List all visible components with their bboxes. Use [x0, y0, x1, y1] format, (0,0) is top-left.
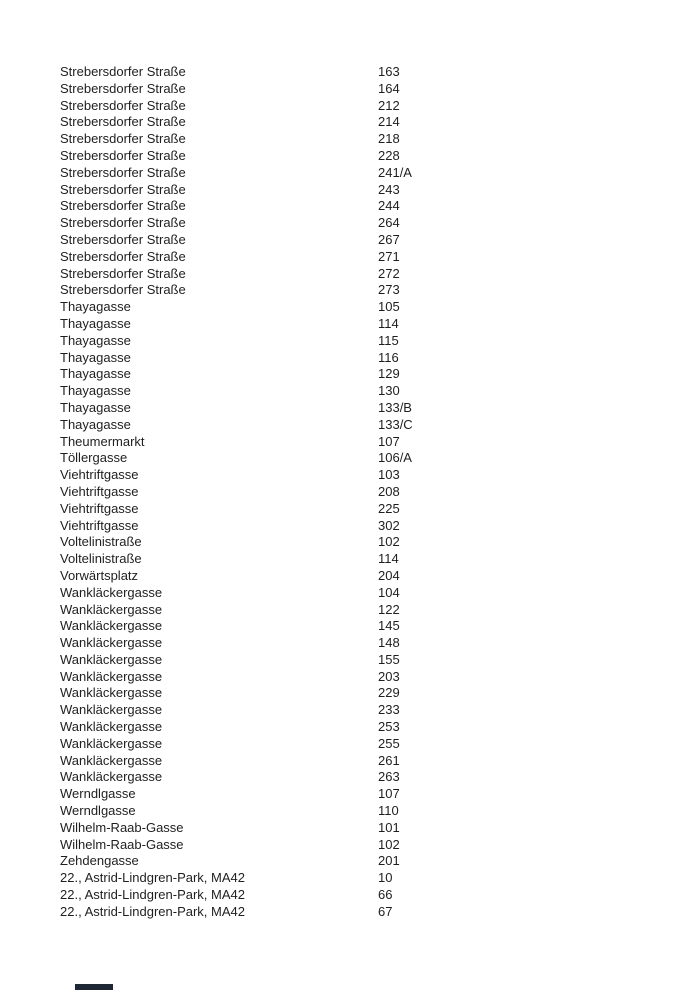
house-number: 164: [378, 80, 400, 96]
house-number: 129: [378, 366, 400, 382]
list-item: [60, 669, 660, 686]
street-name: Wankläckergasse: [60, 702, 163, 718]
list-item: [60, 165, 660, 182]
street-name: Strebersdorfer Straße: [60, 114, 186, 130]
list-item: [60, 501, 660, 518]
list-item: [60, 803, 660, 820]
list-item: [60, 568, 660, 585]
list-item: [60, 518, 660, 535]
house-number: 229: [378, 685, 400, 701]
house-number: 107: [378, 786, 400, 802]
street-name: Vorwärtsplatz: [60, 567, 139, 583]
list-item: [60, 282, 660, 299]
house-number: 201: [378, 853, 400, 869]
list-item: [60, 366, 660, 383]
street-name: Wankläckergasse: [60, 584, 163, 600]
house-number: 102: [378, 534, 400, 550]
list-item: [60, 114, 660, 131]
street-name: Viehtriftgasse: [60, 517, 139, 533]
list-item: [60, 299, 660, 316]
street-name: Wankläckergasse: [60, 651, 163, 667]
street-name: Wankläckergasse: [60, 618, 163, 634]
street-name: Strebersdorfer Straße: [60, 131, 186, 147]
house-number: 253: [378, 719, 400, 735]
street-name: Strebersdorfer Straße: [60, 282, 186, 298]
street-name: Strebersdorfer Straße: [60, 181, 186, 197]
list-item: [60, 618, 660, 635]
street-name: Wankläckergasse: [60, 635, 163, 651]
street-name: Strebersdorfer Straße: [60, 80, 186, 96]
street-name: Wankläckergasse: [60, 719, 163, 735]
list-item: [60, 602, 660, 619]
street-name: Thayagasse: [60, 315, 131, 331]
house-number: 114: [378, 551, 399, 567]
street-name: Thayagasse: [60, 349, 131, 365]
street-name: Theumermarkt: [60, 433, 145, 449]
list-item: [60, 467, 660, 484]
house-number: 204: [378, 567, 400, 583]
list-item: [60, 215, 660, 232]
list-item: [60, 736, 660, 753]
house-number: 271: [378, 248, 400, 264]
list-item: [60, 417, 660, 434]
list-item: [60, 232, 660, 249]
street-name: Strebersdorfer Straße: [60, 231, 186, 247]
list-item: [60, 534, 660, 551]
house-number: 114: [378, 315, 399, 331]
house-number: 155: [378, 651, 400, 667]
house-number: 110: [378, 803, 399, 819]
list-item: [60, 820, 660, 837]
list-item: [60, 685, 660, 702]
street-name: Töllergasse: [60, 450, 128, 466]
house-number: 203: [378, 668, 400, 684]
house-number: 122: [378, 601, 400, 617]
cropped-bottom-element: [75, 984, 113, 990]
house-number: 243: [378, 181, 400, 197]
list-item: [60, 635, 660, 652]
list-item: [60, 719, 660, 736]
list-item: [60, 652, 660, 669]
house-number: 261: [378, 752, 400, 768]
house-number: 10: [378, 870, 393, 886]
list-item: [60, 98, 660, 115]
house-number: 163: [378, 64, 400, 79]
street-name: Wankläckergasse: [60, 735, 163, 751]
list-item: [60, 769, 660, 786]
list-item: [60, 316, 660, 333]
street-name: Strebersdorfer Straße: [60, 248, 186, 264]
street-name: Thayagasse: [60, 366, 131, 382]
street-name: Strebersdorfer Straße: [60, 265, 186, 281]
house-number: 133/C: [378, 416, 413, 432]
house-number: 66: [378, 887, 393, 903]
street-name: Viehtriftgasse: [60, 467, 139, 483]
house-number: 273: [378, 282, 400, 298]
street-name: Wilhelm-Raab-Gasse: [60, 819, 184, 835]
house-number: 212: [378, 97, 400, 113]
house-number: 67: [378, 903, 393, 919]
street-name: Strebersdorfer Straße: [60, 164, 186, 180]
list-item: [60, 450, 660, 467]
house-number: 272: [378, 265, 400, 281]
list-item: [60, 81, 660, 98]
street-name: Thayagasse: [60, 299, 131, 315]
street-name: Thayagasse: [60, 416, 131, 432]
street-name: Viehtriftgasse: [60, 500, 139, 516]
street-name: 22., Astrid-Lindgren-Park, MA42: [60, 903, 245, 919]
house-number: 244: [378, 198, 400, 214]
house-number: 133/B: [378, 399, 412, 415]
street-name: Thayagasse: [60, 399, 131, 415]
house-number: 106/A: [378, 450, 412, 466]
house-number: 107: [378, 433, 400, 449]
list-item: [60, 870, 660, 887]
street-name: Werndlgasse: [60, 786, 136, 802]
street-name: Werndlgasse: [60, 803, 136, 819]
list-item: [60, 383, 660, 400]
list-item: [60, 131, 660, 148]
street-name: Thayagasse: [60, 383, 131, 399]
house-number: 145: [378, 618, 400, 634]
house-number: 233: [378, 702, 400, 718]
list-item: [60, 887, 660, 904]
list-item: [60, 853, 660, 870]
street-name: Wankläckergasse: [60, 601, 163, 617]
list-item: [60, 198, 660, 215]
list-item: [60, 753, 660, 770]
street-name: Strebersdorfer Straße: [60, 198, 186, 214]
house-number: 264: [378, 215, 400, 231]
house-number: 263: [378, 769, 400, 785]
house-number: 103: [378, 467, 400, 483]
house-number: 130: [378, 383, 400, 399]
list-item: [60, 333, 660, 350]
street-name: Wankläckergasse: [60, 752, 163, 768]
list-item: [60, 148, 660, 165]
house-number: 218: [378, 131, 400, 147]
house-number: 241/A: [378, 164, 412, 180]
list-item: [60, 400, 660, 417]
list-item: [60, 702, 660, 719]
house-number: 148: [378, 635, 400, 651]
list-item: [60, 585, 660, 602]
house-number: 302: [378, 517, 400, 533]
house-number: 267: [378, 231, 400, 247]
house-number: 116: [378, 349, 399, 365]
street-name: Strebersdorfer Straße: [60, 147, 186, 163]
street-name: Wankläckergasse: [60, 769, 163, 785]
street-name: Voltelinistraße: [60, 551, 142, 567]
list-item: [60, 484, 660, 501]
list-item: [60, 786, 660, 803]
address-list: [60, 64, 660, 921]
house-number: 101: [378, 819, 400, 835]
house-number: 208: [378, 483, 400, 499]
list-item: [60, 434, 660, 451]
list-item: [60, 249, 660, 266]
list-item: [60, 266, 660, 283]
street-name: Strebersdorfer Straße: [60, 64, 186, 79]
street-name: Voltelinistraße: [60, 534, 142, 550]
house-number: 214: [378, 114, 400, 130]
house-number: 104: [378, 584, 400, 600]
house-number: 115: [378, 332, 399, 348]
house-number: 105: [378, 299, 400, 315]
street-name: Wankläckergasse: [60, 685, 163, 701]
street-name: Strebersdorfer Straße: [60, 215, 186, 231]
list-item: [60, 182, 660, 199]
house-number: 225: [378, 500, 400, 516]
list-item: [60, 64, 660, 81]
street-name: 22., Astrid-Lindgren-Park, MA42: [60, 870, 245, 886]
street-name: Wankläckergasse: [60, 668, 163, 684]
list-item: [60, 904, 660, 921]
house-number: 102: [378, 836, 400, 852]
list-item: [60, 350, 660, 367]
street-name: 22., Astrid-Lindgren-Park, MA42: [60, 887, 245, 903]
house-number: 228: [378, 147, 400, 163]
street-name: Viehtriftgasse: [60, 483, 139, 499]
street-name: Thayagasse: [60, 332, 131, 348]
street-name: Strebersdorfer Straße: [60, 97, 186, 113]
street-name: Wilhelm-Raab-Gasse: [60, 836, 184, 852]
street-name: Zehdengasse: [60, 853, 139, 869]
list-item: [60, 551, 660, 568]
list-item: [60, 837, 660, 854]
house-number: 255: [378, 735, 400, 751]
